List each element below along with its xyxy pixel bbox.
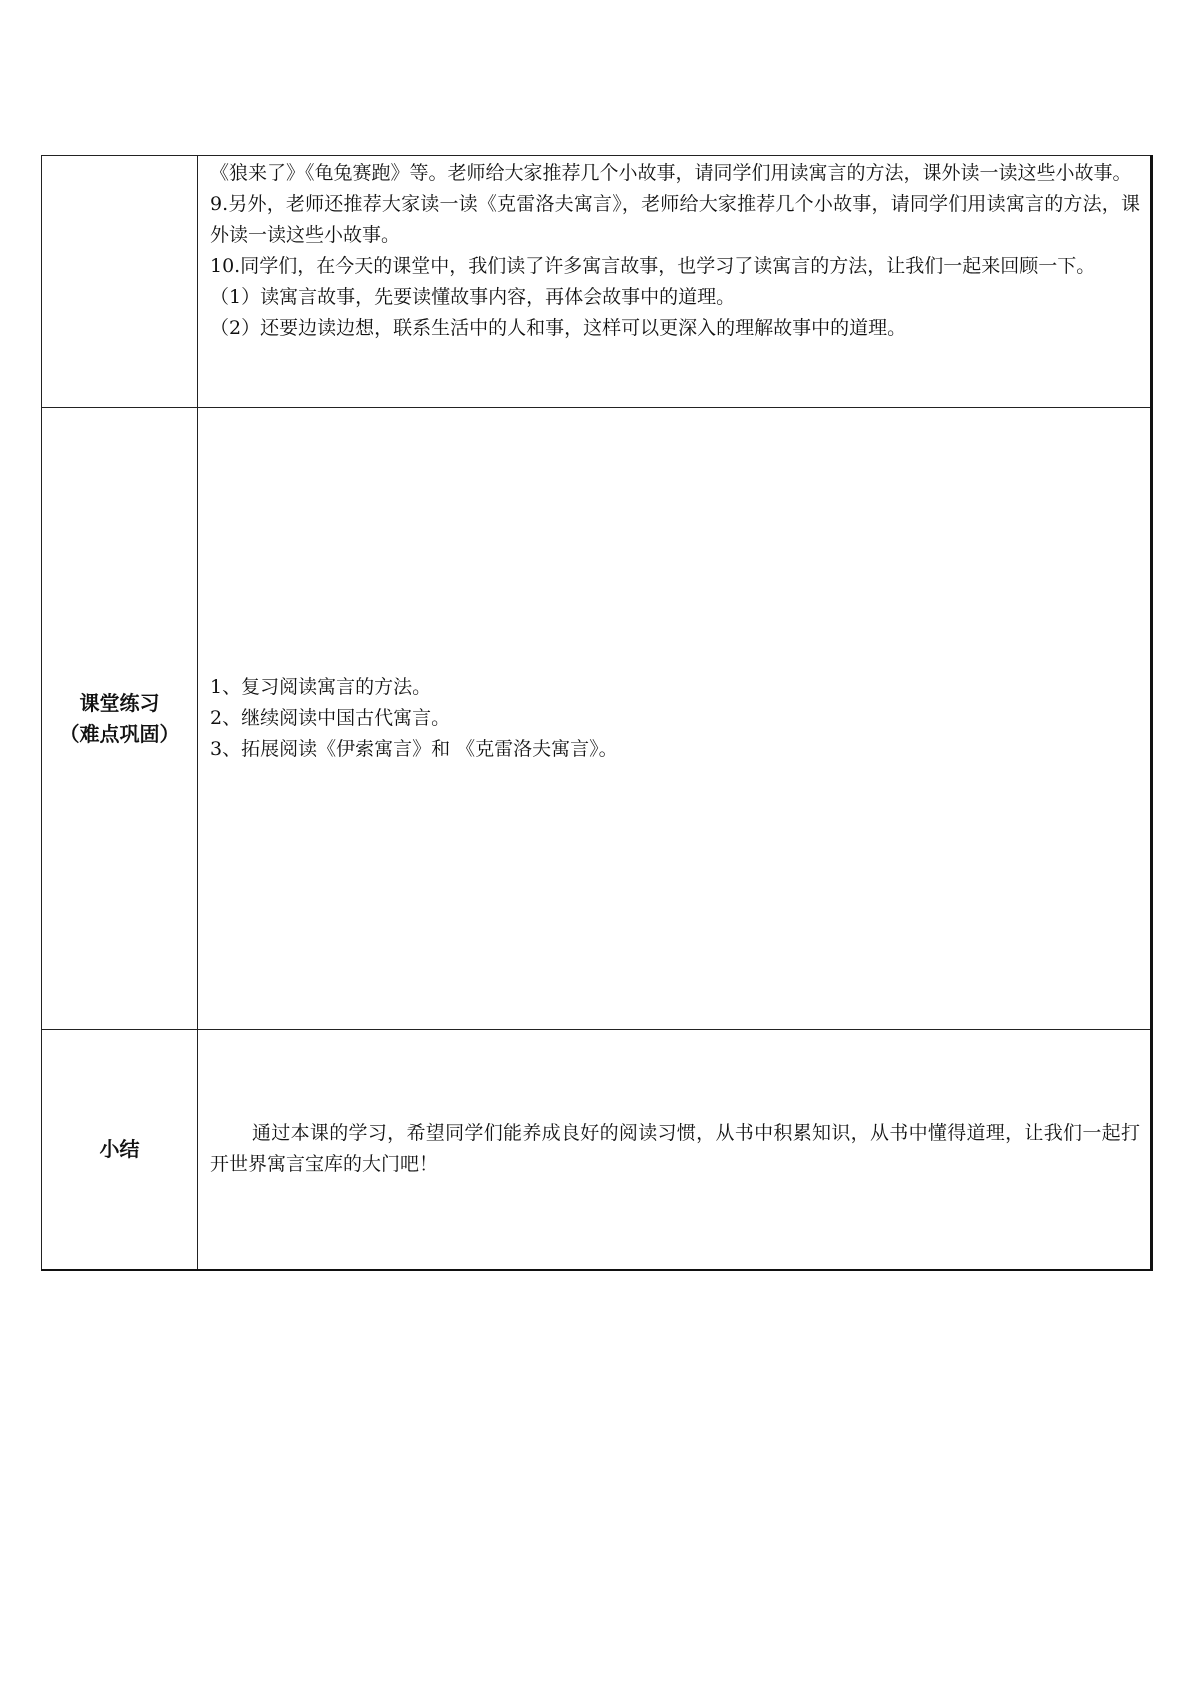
practice-item-2: 2、继续阅读中国古代寓言。 (210, 707, 451, 729)
practice-item-3: 3、拓展阅读《伊索寓言》和 《克雷洛夫寓言》。 (210, 738, 618, 760)
summary-text: 通过本课的学习，希望同学们能养成良好的阅读习惯，从书中积累知识，从书中懂得道理，让我们一起打开世界寓言宝库的大门吧！ (210, 1122, 1140, 1176)
table-row-summary (42, 1030, 1152, 1270)
row-label-classroom-practice (42, 408, 198, 1030)
process-summary-point-1: （1）读寓言故事，先要读懂故事内容，再体会故事中的道理。 (210, 286, 736, 308)
classroom-practice-title: 课堂练习 (79, 690, 160, 715)
row-label-summary: 小结 (42, 1030, 198, 1270)
process-summary-point-2: （2）还要边读边想，联系生活中的人和事，这样可以更深入的理解故事中的道理。 (210, 317, 907, 339)
teaching-process-content (198, 156, 1152, 408)
summary-content (198, 1030, 1152, 1270)
process-line-9: 9.另外，老师还推荐大家读一读《克雷洛夫寓言》，老师给大家推荐几个小故事，请同学们用读寓言的方法，课外读一读这些小故事。 (210, 193, 1140, 246)
process-line-1: 《狼来了》《龟兔赛跑》等。老师给大家推荐几个小故事，请同学们用读寓言的方法，课外读一读这些小故事。 (210, 162, 1132, 184)
table-row-teaching-process (42, 156, 1152, 408)
table-row-classroom-practice (42, 408, 1152, 1030)
classroom-practice-subtitle: （难点巩固） (59, 721, 180, 746)
practice-item-1: 1、复习阅读寓言的方法。 (210, 676, 432, 698)
row-label-empty (42, 156, 198, 408)
lesson-plan-table (41, 155, 1153, 1271)
process-line-10: 10.同学们，在今天的课堂中，我们读了许多寓言故事，也学习了读寓言的方法，让我们一起来回顾一下。 (210, 255, 1096, 277)
classroom-practice-content (198, 408, 1152, 1030)
